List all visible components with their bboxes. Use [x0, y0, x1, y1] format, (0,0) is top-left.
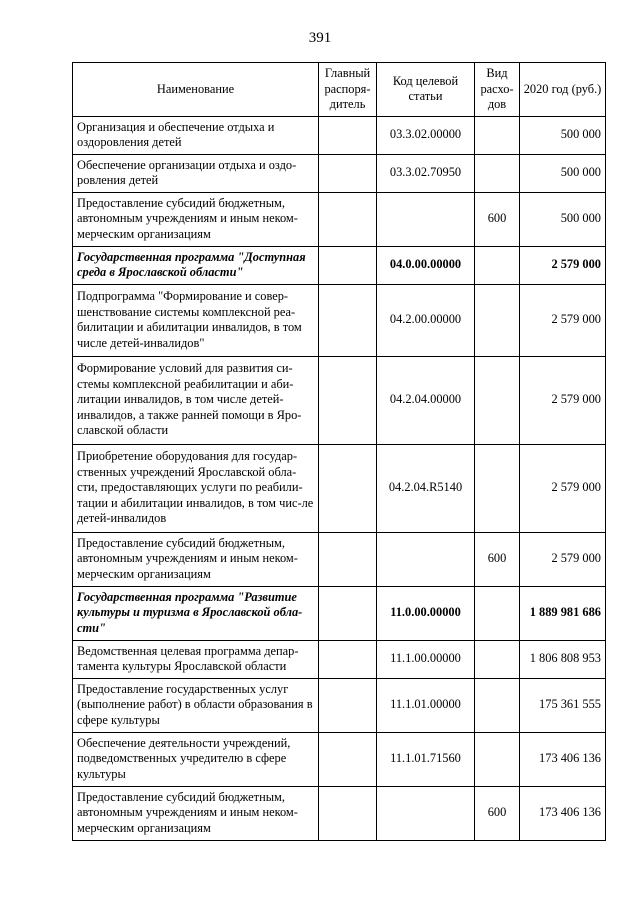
table-row [73, 116, 606, 154]
cell-admin [319, 532, 377, 586]
cell-admin [319, 586, 377, 640]
cell-code: 11.1.00.00000 [377, 640, 475, 678]
cell-admin [319, 284, 377, 356]
cell-amount: 2 579 000 [520, 444, 606, 532]
cell-amount: 173 406 136 [520, 786, 606, 840]
cell-admin [319, 246, 377, 284]
cell-amount: 2 579 000 [520, 532, 606, 586]
cell-admin [319, 356, 377, 444]
table-row [73, 192, 606, 246]
cell-admin [319, 640, 377, 678]
cell-amount: 175 361 555 [520, 678, 606, 732]
cell-name: Формирование условий для развития си-стемы комплексной реабилитации и аби-литации инвалидов, в том числе детей-инвалидов, а также ранней помощи в Яро-славской области [73, 356, 319, 444]
cell-code: 04.2.04.00000 [377, 356, 475, 444]
table-header-row [73, 63, 606, 117]
cell-code: 11.1.01.00000 [377, 678, 475, 732]
cell-amount: 2 579 000 [520, 356, 606, 444]
table-row [73, 732, 606, 786]
cell-code: 11.1.01.71560 [377, 732, 475, 786]
cell-kind [475, 154, 520, 192]
cell-code: 03.3.02.70950 [377, 154, 475, 192]
cell-name: Ведомственная целевая программа депар-тамента культуры Ярославской области [73, 640, 319, 678]
cell-kind [475, 284, 520, 356]
cell-kind [475, 732, 520, 786]
cell-name: Приобретение оборудования для государ-ственных учреждений Ярославской обла-сти, предоставляющих услуги по реабили-тации и абилитации инвалидов, в том чис-ле детей-инвалидов [73, 444, 319, 532]
header-code: Код целевой статьи [377, 63, 475, 117]
table-row [73, 532, 606, 586]
cell-kind [475, 116, 520, 154]
cell-kind: 600 [475, 532, 520, 586]
cell-code [377, 192, 475, 246]
cell-kind [475, 356, 520, 444]
cell-name: Обеспечение деятельности учреждений, подведомственных учредителю в сфере культуры [73, 732, 319, 786]
cell-code: 04.2.04.R5140 [377, 444, 475, 532]
table-row [73, 678, 606, 732]
header-kind: Вид расхо-дов [475, 63, 520, 117]
cell-name: Государственная программа "Доступная среда в Ярославской области" [73, 246, 319, 284]
cell-name: Обеспечение организации отдыха и оздо-ровления детей [73, 154, 319, 192]
cell-kind [475, 586, 520, 640]
cell-name: Организация и обеспечение отдыха и оздоровления детей [73, 116, 319, 154]
cell-name: Предоставление субсидий бюджетным, автономным учреждениям и иным неком-мерческим организациям [73, 786, 319, 840]
cell-amount: 1 889 981 686 [520, 586, 606, 640]
table-row [73, 246, 606, 284]
cell-admin [319, 444, 377, 532]
table-row [73, 154, 606, 192]
table-row [73, 284, 606, 356]
cell-code: 04.2.00.00000 [377, 284, 475, 356]
cell-admin [319, 678, 377, 732]
cell-amount: 2 579 000 [520, 246, 606, 284]
cell-amount: 173 406 136 [520, 732, 606, 786]
table-row [73, 640, 606, 678]
cell-amount: 500 000 [520, 192, 606, 246]
cell-kind [475, 246, 520, 284]
header-admin: Главный распоря-дитель [319, 63, 377, 117]
cell-code: 11.0.00.00000 [377, 586, 475, 640]
cell-code [377, 786, 475, 840]
table-row [73, 786, 606, 840]
header-name: Наименование [73, 63, 319, 117]
cell-amount: 2 579 000 [520, 284, 606, 356]
budget-table [72, 62, 606, 841]
cell-admin [319, 786, 377, 840]
cell-admin [319, 154, 377, 192]
cell-code: 04.0.00.00000 [377, 246, 475, 284]
table-row [73, 586, 606, 640]
cell-name: Государственная программа "Развитие культуры и туризма в Ярославской обла-сти" [73, 586, 319, 640]
cell-code: 03.3.02.00000 [377, 116, 475, 154]
cell-code [377, 532, 475, 586]
cell-name: Предоставление субсидий бюджетным, автономным учреждениям и иным неком-мерческим организациям [73, 192, 319, 246]
cell-kind [475, 444, 520, 532]
cell-kind: 600 [475, 192, 520, 246]
cell-amount: 1 806 808 953 [520, 640, 606, 678]
cell-name: Предоставление государственных услуг (выполнение работ) в области образования в сфере культуры [73, 678, 319, 732]
cell-kind [475, 640, 520, 678]
cell-name: Предоставление субсидий бюджетным, автономным учреждениям и иным неком-мерческим организациям [73, 532, 319, 586]
cell-name: Подпрограмма "Формирование и совер-шенствование системы комплексной реа-билитации и абилитации инвалидов, в том числе детей-инвалидов" [73, 284, 319, 356]
table-row [73, 356, 606, 444]
cell-amount: 500 000 [520, 154, 606, 192]
cell-admin [319, 732, 377, 786]
cell-kind: 600 [475, 786, 520, 840]
header-amount: 2020 год (руб.) [520, 63, 606, 117]
page-number: 391 [308, 30, 332, 46]
cell-admin [319, 192, 377, 246]
cell-kind [475, 678, 520, 732]
table-row [73, 444, 606, 532]
cell-admin [319, 116, 377, 154]
cell-amount: 500 000 [520, 116, 606, 154]
